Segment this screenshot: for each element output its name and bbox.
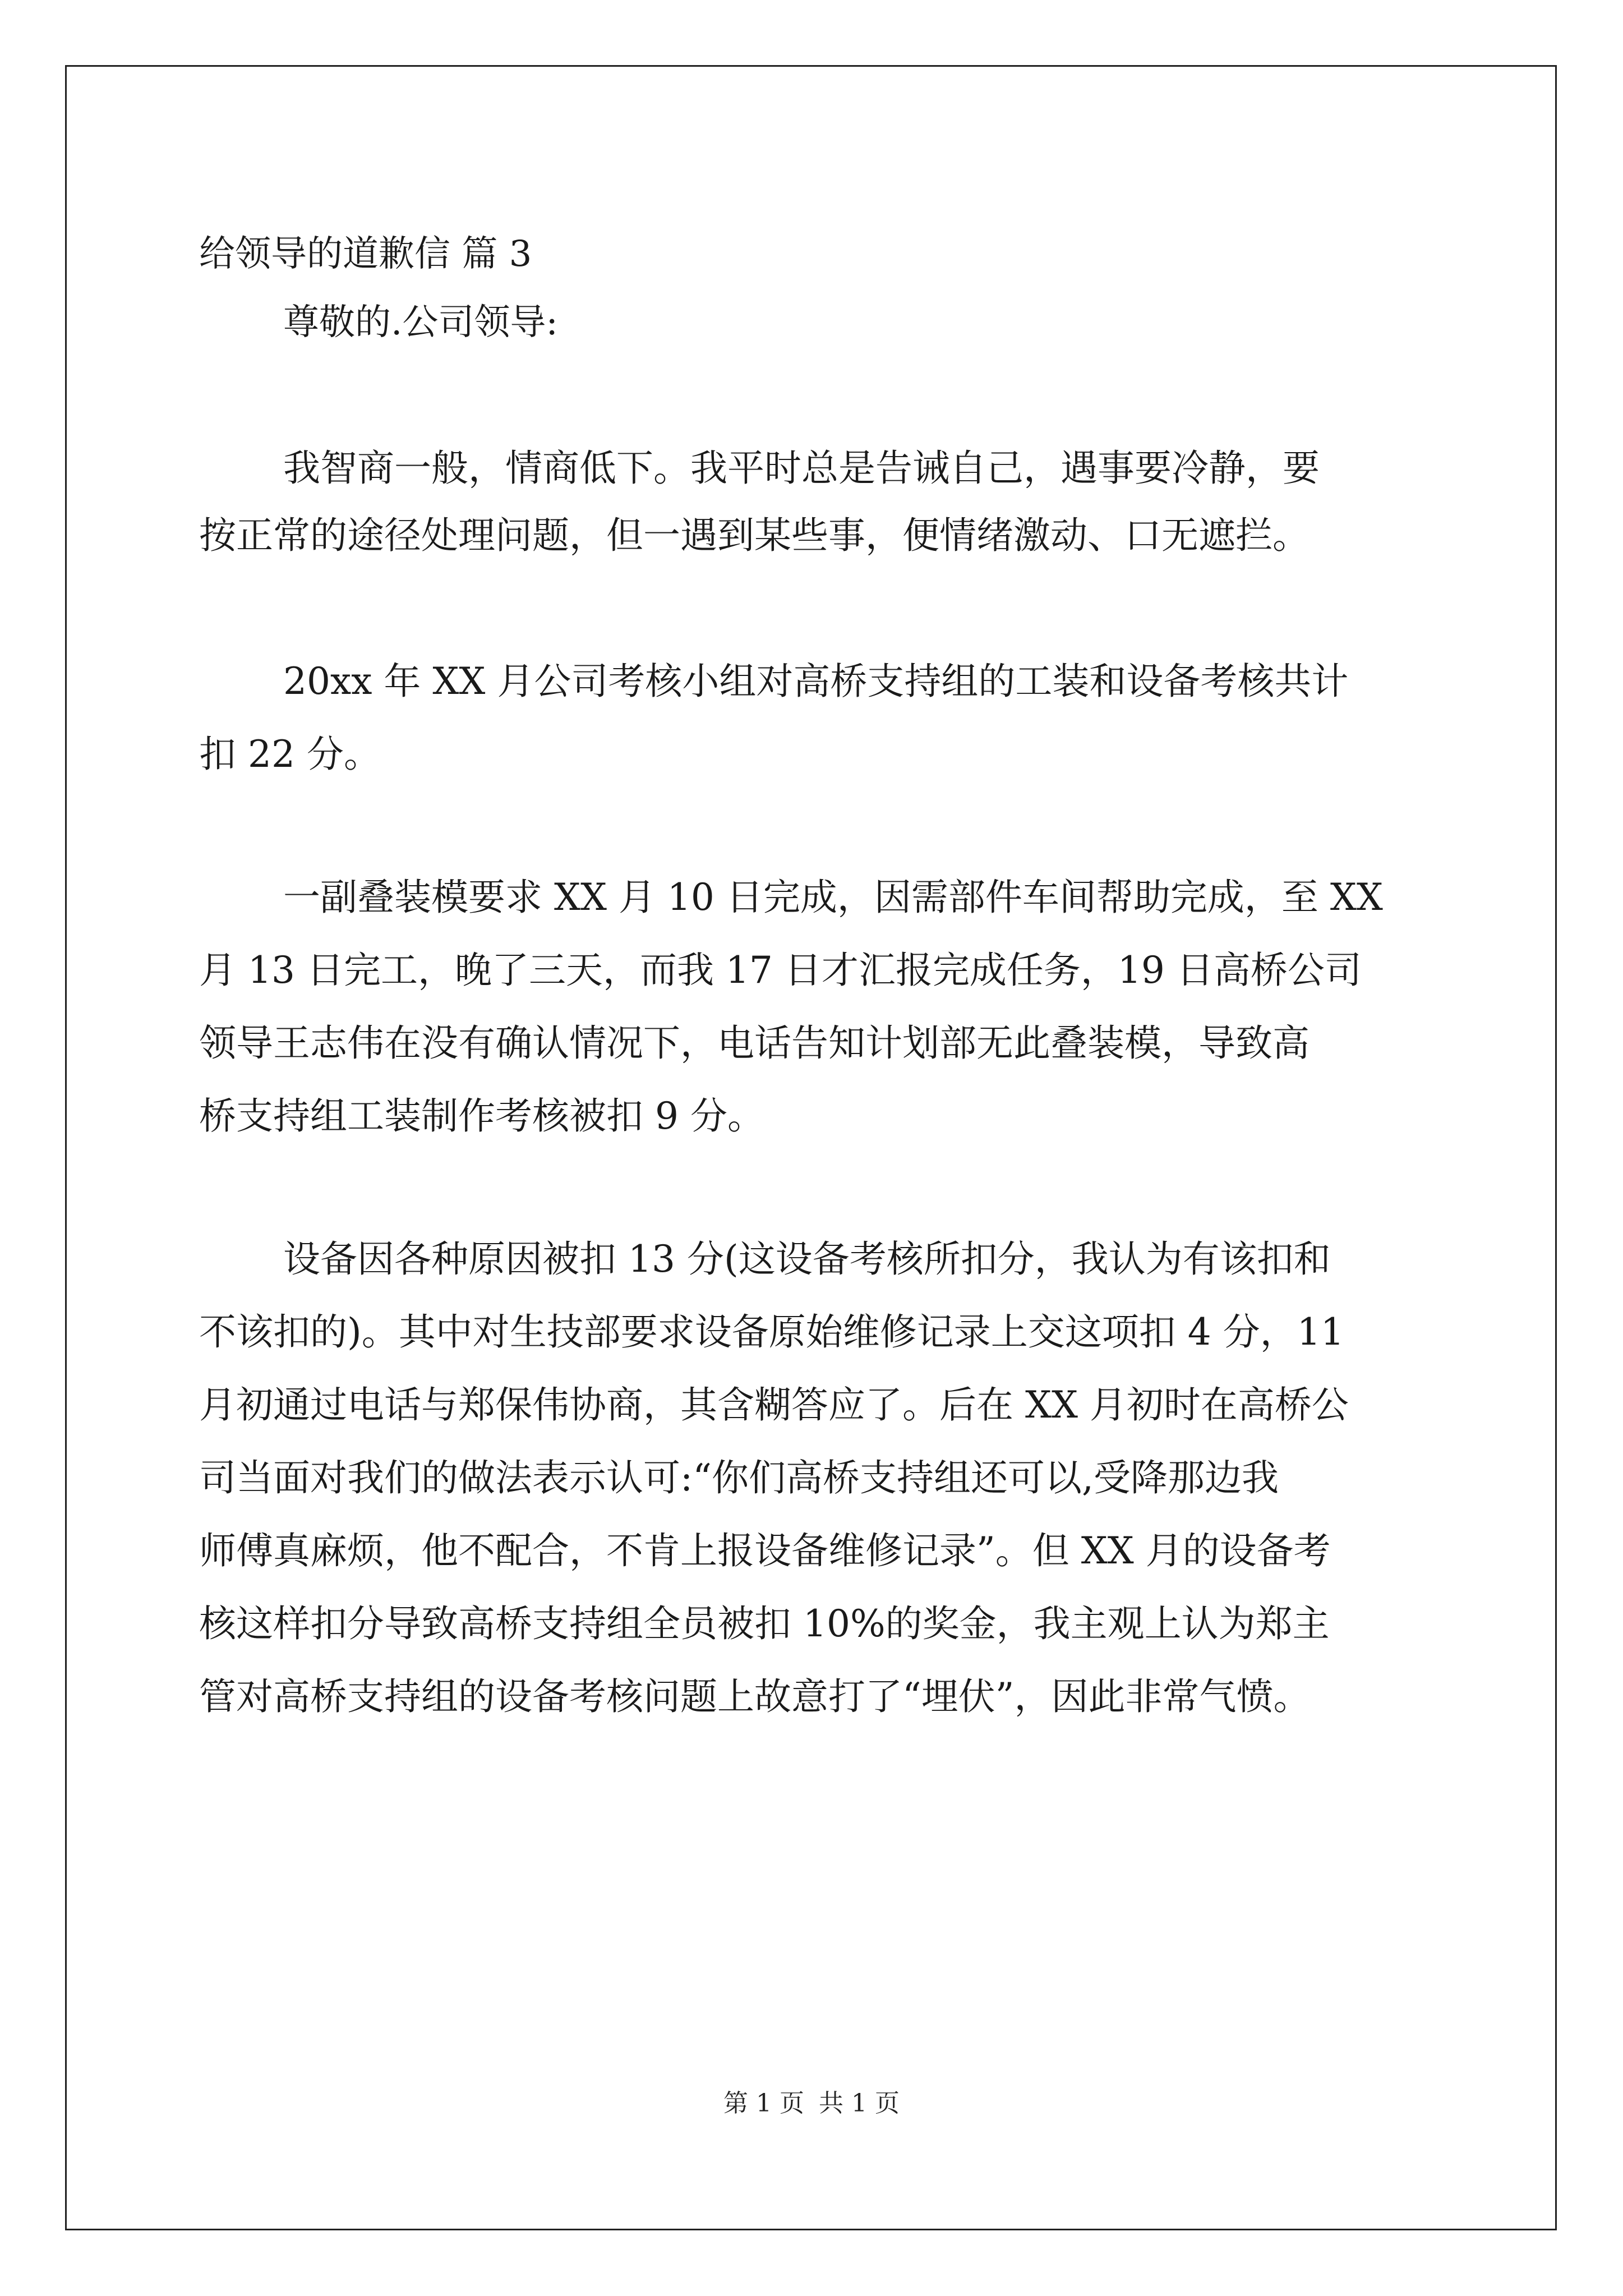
page-total: 共 1 页 xyxy=(819,2089,900,2118)
body-line: 一副叠装模要求 XX 月 10 日完成，因需部件车间帮助完成，至 XX xyxy=(283,876,1383,919)
body-line: 核这样扣分导致高桥支持组全员被扣 10%的奖金，我主观上认为郑主 xyxy=(199,1602,1330,1645)
body-line: 按正常的途径处理问题，但一遇到某些事，便情绪激动、口无遮拦。 xyxy=(199,514,1310,557)
salutation: 尊敬的.公司领导: xyxy=(283,302,558,343)
body-line: 司当面对我们的做法表示认可:“你们高桥支持组还可以,受降那边我 xyxy=(199,1456,1279,1499)
body-line: 20xx 年 XX 月公司考核小组对高桥支持组的工装和设备考核共计 xyxy=(283,660,1349,703)
body-line: 桥支持组工装制作考核被扣 9 分。 xyxy=(199,1094,764,1138)
body-line: 领导王志伟在没有确认情况下，电话告知计划部无此叠装模，导致高 xyxy=(199,1022,1310,1065)
page-footer xyxy=(0,2087,1623,2120)
body-line: 管对高桥支持组的设备考核问题上故意打了“埋伏”，因此非常气愤。 xyxy=(199,1675,1311,1718)
body-line: 不该扣的)。其中对生技部要求设备原始维修记录上交这项扣 4 分，11 xyxy=(199,1310,1344,1354)
body-line: 设备因各种原因被扣 13 分(这设备考核所扣分，我认为有该扣和 xyxy=(283,1237,1331,1281)
body-line: 扣 22 分。 xyxy=(199,733,381,776)
document-title: 给领导的道歉信 篇 3 xyxy=(199,233,532,275)
body-line: 月 13 日完工，晚了三天，而我 17 日才汇报完成任务，19 日高桥公司 xyxy=(199,949,1362,992)
page-number: 第 1 页 xyxy=(723,2089,804,2118)
body-line: 月初通过电话与郑保伟协商，其含糊答应了。后在 XX 月初时在高桥公 xyxy=(199,1383,1349,1427)
page-border xyxy=(65,65,1557,2230)
body-line: 我智商一般，情商低下。我平时总是告诫自己，遇事要冷静，要 xyxy=(283,447,1320,490)
body-line: 师傅真麻烦，他不配合，不肯上报设备维修记录”。但 XX 月的设备考 xyxy=(199,1529,1331,1572)
